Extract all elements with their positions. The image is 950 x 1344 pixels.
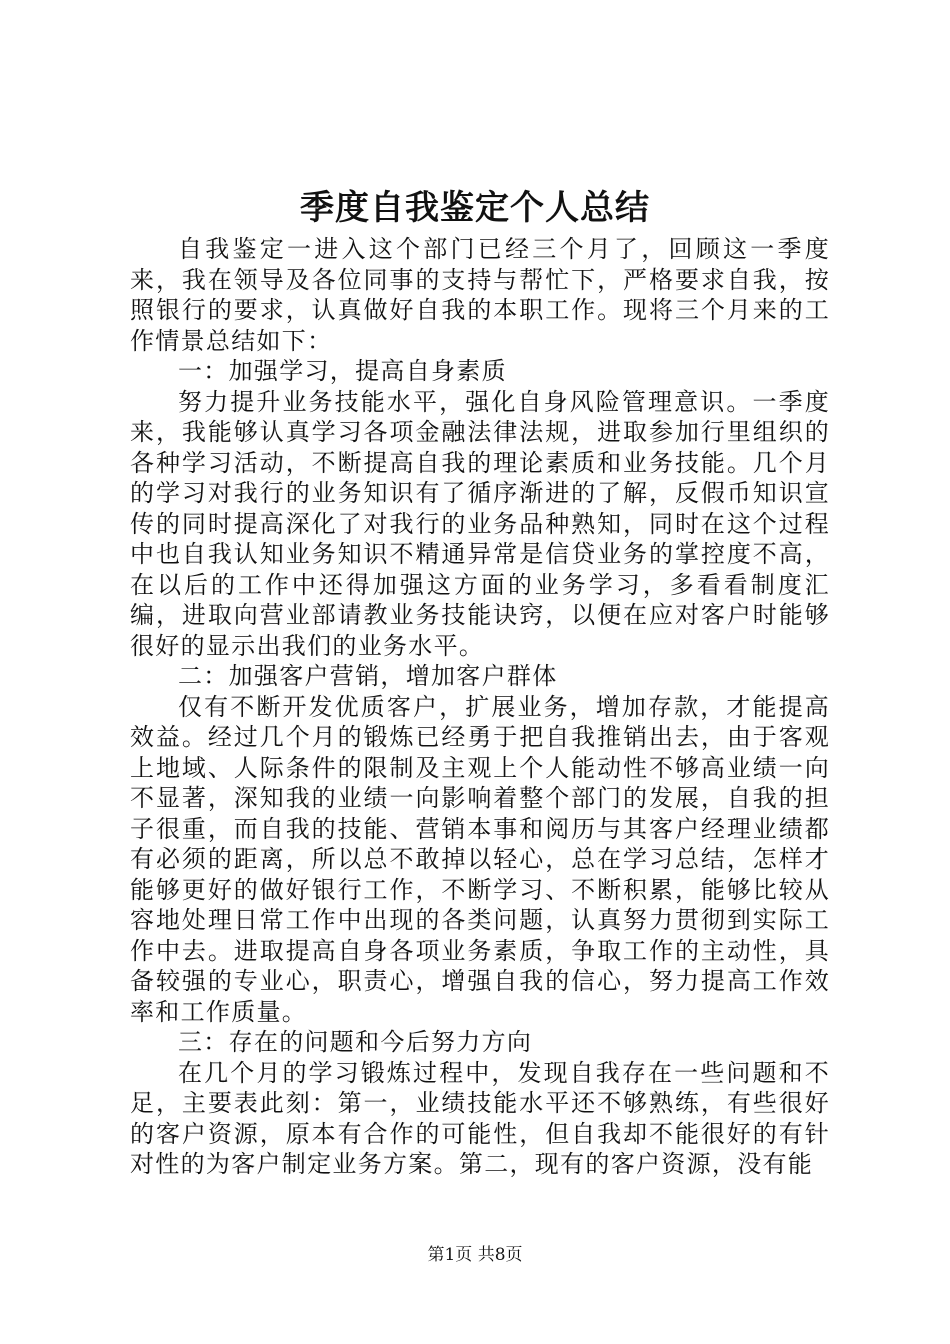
section-paragraph-3: 在几个月的学习锻炼过程中，发现自我存在一些问题和不足，主要表此刻：第一，业绩技能水平还不够熟练，有些很好的客户资源，原本有合作的可能性，但自我却不能很好的有针对性的为客户制定业务方案。第二，现有的客户资源，没有能 bbox=[130, 1058, 830, 1178]
section-heading-1: 一：加强学习，提高自身素质 bbox=[178, 357, 507, 385]
intro-paragraph: 自我鉴定一进入这个部门已经三个月了，回顾这一季度来，我在领导及各位同事的支持与帮忙下，严格要求自我，按照银行的要求，认真做好自我的本职工作。现将三个月来的工作情景总结如下： bbox=[130, 235, 830, 355]
document-title: 季度自我鉴定个人总结 bbox=[300, 188, 650, 228]
section-paragraph-2: 仅有不断开发优质客户，扩展业务，增加存款，才能提高效益。经过几个月的锻炼已经勇于把自我推销出去，由于客观上地域、人际条件的限制及主观上个人能动性不够高业绩一向不显著，深知我的业绩一向影响着整个部门的发展，自我的担子很重，而自我的技能、营销本事和阅历与其客户经理业绩都有必须的距离，所以总不敢掉以轻心，总在学习总结，怎样才能够更好的做好银行工作，不断学习、不断积累，能够比较从容地处理日常工作中出现的各类问题，认真努力贯彻到实际工作中去。进取提高自身各项业务素质，争取工作的主动性，具备较强的专业心，职责心，增强自我的信心，努力提高工作效率和工作质量。 bbox=[130, 692, 830, 1026]
section-heading-3: 三：存在的问题和今后努力方向 bbox=[178, 1028, 533, 1056]
section-heading-2: 二：加强客户营销，增加客户群体 bbox=[178, 662, 558, 690]
document-body bbox=[130, 234, 830, 1180]
section-paragraph-1: 努力提升业务技能水平，强化自身风险管理意识。一季度来，我能够认真学习各项金融法律法规，进取参加行里组织的各种学习活动，不断提高自我的理论素质和业务技能。几个月的学习对我行的业务知识有了循序渐进的了解，反假币知识宣传的同时提高深化了对我行的业务品种熟知，同时在这个过程中也自我认知业务知识不精通异常是信贷业务的掌控度不高，在以后的工作中还得加强这方面的业务学习，多看看制度汇编，进取向营业部请教业务技能诀窍，以便在应对客户时能够很好的显示出我们的业务水平。 bbox=[130, 387, 830, 660]
page-footer: 第1页 共8页 bbox=[427, 1245, 523, 1265]
